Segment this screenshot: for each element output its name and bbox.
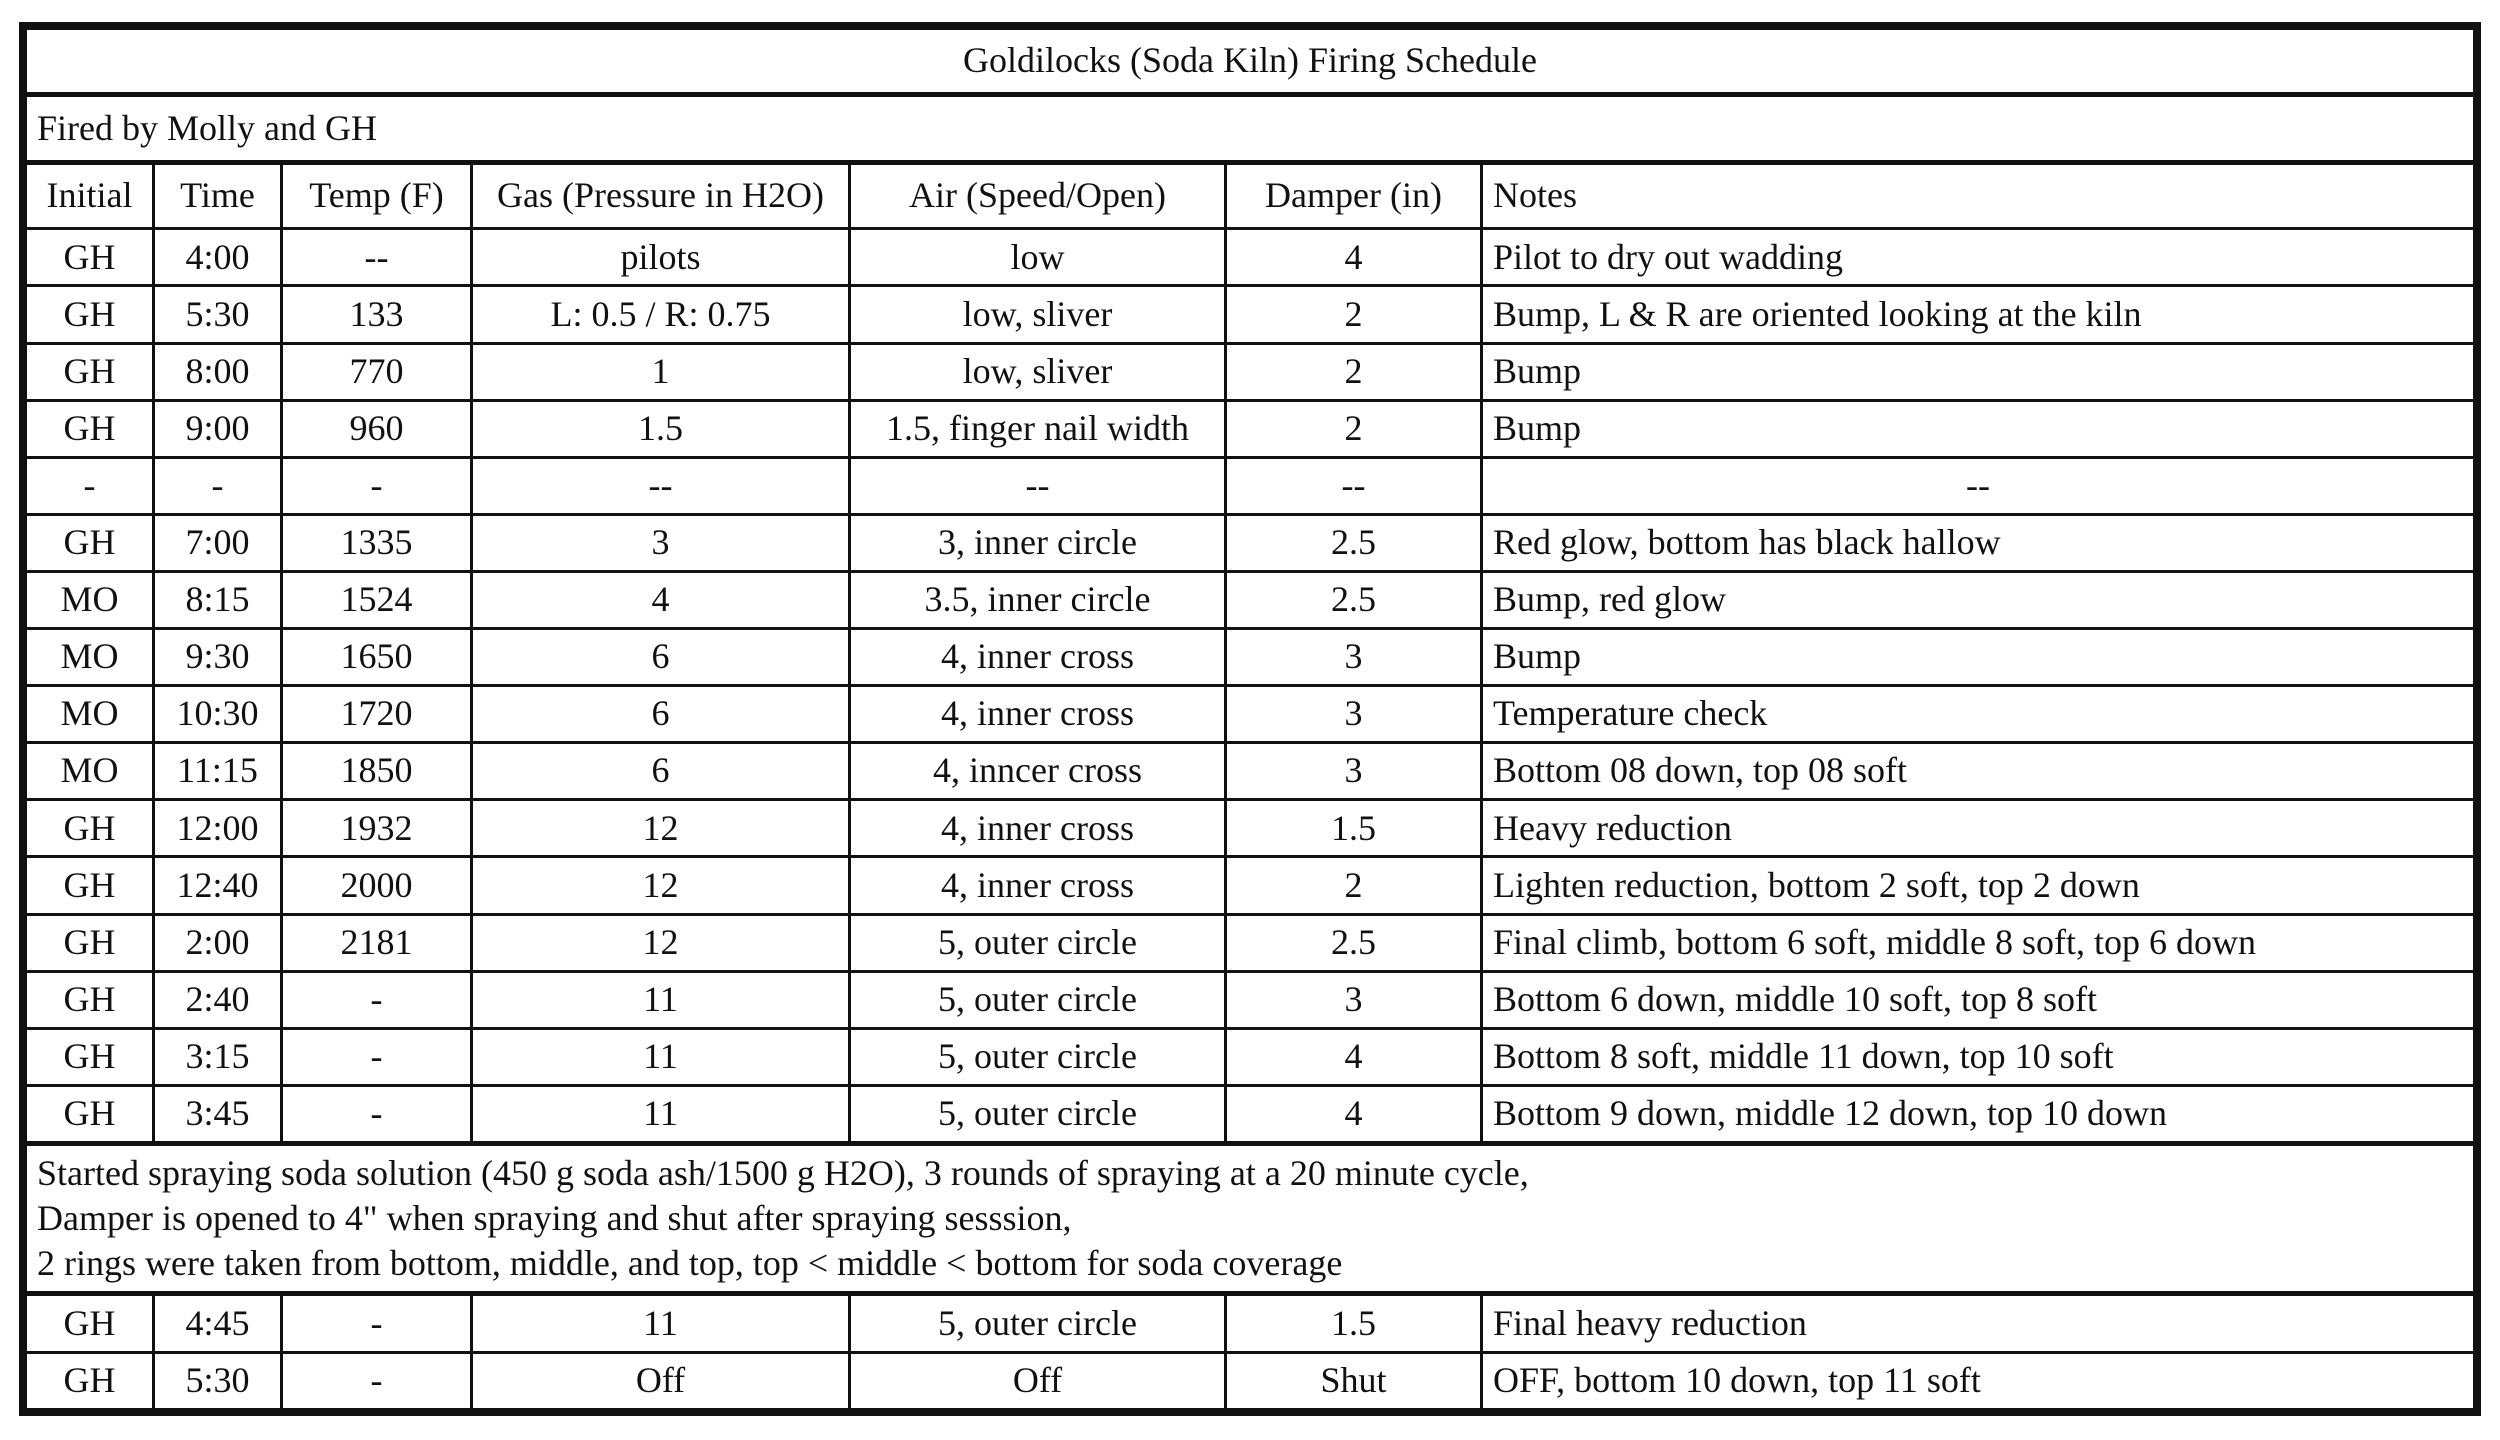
cell-gas: 4 [472, 571, 850, 628]
table-row [26, 686, 2475, 743]
cell-air: 4, inner cross [850, 857, 1226, 914]
table-row [26, 514, 2475, 571]
cell-air: 5, outer circle [850, 1028, 1226, 1085]
cell-damper: 2.5 [1226, 514, 1482, 571]
cell-gas: 11 [472, 1294, 850, 1352]
cell-notes: Bump [1482, 629, 2475, 686]
cell-initial: GH [26, 1028, 154, 1085]
cell-initial: GH [26, 1352, 154, 1409]
cell-temp: 1650 [282, 629, 472, 686]
cell-temp: - [282, 971, 472, 1028]
cell-initial: GH [26, 1085, 154, 1143]
cell-damper: 2 [1226, 400, 1482, 457]
cell-air: low, sliver [850, 286, 1226, 343]
cell-notes: Temperature check [1482, 686, 2475, 743]
cell-notes: Bottom 8 soft, middle 11 down, top 10 soft [1482, 1028, 2475, 1085]
table-row [26, 743, 2475, 800]
cell-damper: -- [1226, 457, 1482, 514]
cell-notes: Red glow, bottom has black hallow [1482, 514, 2475, 571]
cell-damper: Shut [1226, 1352, 1482, 1409]
cell-air: low, sliver [850, 343, 1226, 400]
cell-damper: 1.5 [1226, 800, 1482, 857]
cell-air: 4, inncer cross [850, 743, 1226, 800]
cell-damper: 4 [1226, 229, 1482, 286]
cell-gas: 11 [472, 1085, 850, 1143]
cell-air: -- [850, 457, 1226, 514]
table-row [26, 229, 2475, 286]
cell-gas: 1.5 [472, 400, 850, 457]
cell-time: 3:15 [154, 1028, 282, 1085]
cell-time: 2:40 [154, 971, 282, 1028]
table-row [26, 857, 2475, 914]
cell-gas: L: 0.5 / R: 0.75 [472, 286, 850, 343]
table-row [26, 1294, 2475, 1352]
cell-gas: 6 [472, 686, 850, 743]
cell-gas: 12 [472, 800, 850, 857]
cell-initial: MO [26, 686, 154, 743]
cell-damper: 4 [1226, 1028, 1482, 1085]
page-title: Goldilocks (Soda Kiln) Firing Schedule [26, 29, 2475, 95]
cell-time: 12:40 [154, 857, 282, 914]
cell-notes: OFF, bottom 10 down, top 11 soft [1482, 1352, 2475, 1409]
cell-gas: 11 [472, 971, 850, 1028]
cell-notes: Bump, red glow [1482, 571, 2475, 628]
title-row [26, 29, 2475, 95]
fired-by-row [26, 95, 2475, 162]
table-row [26, 971, 2475, 1028]
cell-temp: 1932 [282, 800, 472, 857]
cell-gas: -- [472, 457, 850, 514]
cell-initial: - [26, 457, 154, 514]
cell-gas: 1 [472, 343, 850, 400]
cell-air: 4, inner cross [850, 629, 1226, 686]
cell-notes: Final heavy reduction [1482, 1294, 2475, 1352]
cell-time: 9:00 [154, 400, 282, 457]
table-row [26, 629, 2475, 686]
table-row [26, 1028, 2475, 1085]
cell-damper: 3 [1226, 686, 1482, 743]
cell-temp: 133 [282, 286, 472, 343]
cell-notes: Bump [1482, 400, 2475, 457]
cell-time: 5:30 [154, 286, 282, 343]
cell-time: 12:00 [154, 800, 282, 857]
cell-damper: 2 [1226, 857, 1482, 914]
cell-damper: 3 [1226, 629, 1482, 686]
cell-time: 7:00 [154, 514, 282, 571]
cell-initial: MO [26, 629, 154, 686]
cell-gas: pilots [472, 229, 850, 286]
cell-initial: GH [26, 286, 154, 343]
cell-notes: Bottom 6 down, middle 10 soft, top 8 soft [1482, 971, 2475, 1028]
cell-air: 5, outer circle [850, 971, 1226, 1028]
cell-temp: 960 [282, 400, 472, 457]
cell-notes: Bump [1482, 343, 2475, 400]
cell-notes: Pilot to dry out wadding [1482, 229, 2475, 286]
cell-temp: 2181 [282, 914, 472, 971]
cell-time: 9:30 [154, 629, 282, 686]
spray-note-line: 2 rings were taken from bottom, middle, and top, top < middle < bottom for soda coverage [37, 1243, 1343, 1284]
spray-note-row [26, 1143, 2475, 1294]
cell-time: 10:30 [154, 686, 282, 743]
column-header-temp: Temp (F) [282, 162, 472, 228]
cell-gas: 12 [472, 857, 850, 914]
firing-schedule-table [24, 27, 2476, 1411]
cell-air: 5, outer circle [850, 1085, 1226, 1143]
cell-temp: 1850 [282, 743, 472, 800]
cell-air: Off [850, 1352, 1226, 1409]
column-header-damper: Damper (in) [1226, 162, 1482, 228]
firing-schedule-sheet [19, 22, 2481, 1416]
cell-initial: GH [26, 343, 154, 400]
column-header-initial: Initial [26, 162, 154, 228]
cell-damper: 2.5 [1226, 914, 1482, 971]
cell-notes: Lighten reduction, bottom 2 soft, top 2 down [1482, 857, 2475, 914]
cell-initial: GH [26, 229, 154, 286]
cell-gas: 3 [472, 514, 850, 571]
cell-time: 3:45 [154, 1085, 282, 1143]
column-header-gas: Gas (Pressure in H2O) [472, 162, 850, 228]
cell-gas: Off [472, 1352, 850, 1409]
cell-notes: Bump, L & R are oriented looking at the kiln [1482, 286, 2475, 343]
cell-damper: 1.5 [1226, 1294, 1482, 1352]
cell-temp: 770 [282, 343, 472, 400]
cell-notes: Final climb, bottom 6 soft, middle 8 soft, top 6 down [1482, 914, 2475, 971]
cell-air: 4, inner cross [850, 686, 1226, 743]
cell-temp: - [282, 1352, 472, 1409]
column-header-time: Time [154, 162, 282, 228]
table-row [26, 457, 2475, 514]
cell-notes: -- [1482, 457, 2475, 514]
cell-air: 3, inner circle [850, 514, 1226, 571]
cell-initial: MO [26, 743, 154, 800]
cell-air: 4, inner cross [850, 800, 1226, 857]
cell-time: 8:00 [154, 343, 282, 400]
table-row [26, 1085, 2475, 1143]
cell-air: 1.5, finger nail width [850, 400, 1226, 457]
cell-damper: 2.5 [1226, 571, 1482, 628]
cell-initial: GH [26, 857, 154, 914]
cell-temp: - [282, 1294, 472, 1352]
cell-temp: -- [282, 229, 472, 286]
cell-temp: 1335 [282, 514, 472, 571]
spray-note-line: Damper is opened to 4" when spraying and shut after spraying sesssion, [37, 1198, 1072, 1239]
cell-temp: - [282, 457, 472, 514]
cell-gas: 6 [472, 629, 850, 686]
cell-initial: GH [26, 800, 154, 857]
cell-initial: MO [26, 571, 154, 628]
cell-time: 8:15 [154, 571, 282, 628]
cell-damper: 2 [1226, 286, 1482, 343]
cell-damper: 2 [1226, 343, 1482, 400]
cell-damper: 3 [1226, 743, 1482, 800]
cell-initial: GH [26, 914, 154, 971]
cell-initial: GH [26, 514, 154, 571]
table-row [26, 286, 2475, 343]
fired-by-text: Fired by Molly and GH [26, 95, 2475, 162]
column-header-air: Air (Speed/Open) [850, 162, 1226, 228]
cell-notes: Heavy reduction [1482, 800, 2475, 857]
cell-air: 5, outer circle [850, 914, 1226, 971]
spray-note-line: Started spraying soda solution (450 g soda ash/1500 g H2O), 3 rounds of spraying at a 20 minute cycle, [37, 1153, 1529, 1194]
cell-time: 11:15 [154, 743, 282, 800]
table-row [26, 571, 2475, 628]
cell-time: 4:00 [154, 229, 282, 286]
table-row [26, 1352, 2475, 1409]
cell-initial: GH [26, 971, 154, 1028]
cell-gas: 6 [472, 743, 850, 800]
table-row [26, 343, 2475, 400]
table-row [26, 914, 2475, 971]
cell-air: low [850, 229, 1226, 286]
cell-damper: 3 [1226, 971, 1482, 1028]
cell-notes: Bottom 08 down, top 08 soft [1482, 743, 2475, 800]
cell-air: 3.5, inner circle [850, 571, 1226, 628]
cell-temp: 1720 [282, 686, 472, 743]
cell-gas: 12 [472, 914, 850, 971]
cell-time: 5:30 [154, 1352, 282, 1409]
cell-gas: 11 [472, 1028, 850, 1085]
cell-initial: GH [26, 400, 154, 457]
cell-temp: - [282, 1028, 472, 1085]
table-row [26, 800, 2475, 857]
cell-temp: 1524 [282, 571, 472, 628]
header-row [26, 162, 2475, 228]
table-row [26, 400, 2475, 457]
cell-air: 5, outer circle [850, 1294, 1226, 1352]
cell-temp: 2000 [282, 857, 472, 914]
cell-notes: Bottom 9 down, middle 12 down, top 10 down [1482, 1085, 2475, 1143]
cell-time: 4:45 [154, 1294, 282, 1352]
cell-time: - [154, 457, 282, 514]
cell-temp: - [282, 1085, 472, 1143]
column-header-notes: Notes [1482, 162, 2475, 228]
spray-note [26, 1143, 2475, 1294]
cell-damper: 4 [1226, 1085, 1482, 1143]
cell-time: 2:00 [154, 914, 282, 971]
table-body [26, 29, 2475, 1410]
cell-initial: GH [26, 1294, 154, 1352]
